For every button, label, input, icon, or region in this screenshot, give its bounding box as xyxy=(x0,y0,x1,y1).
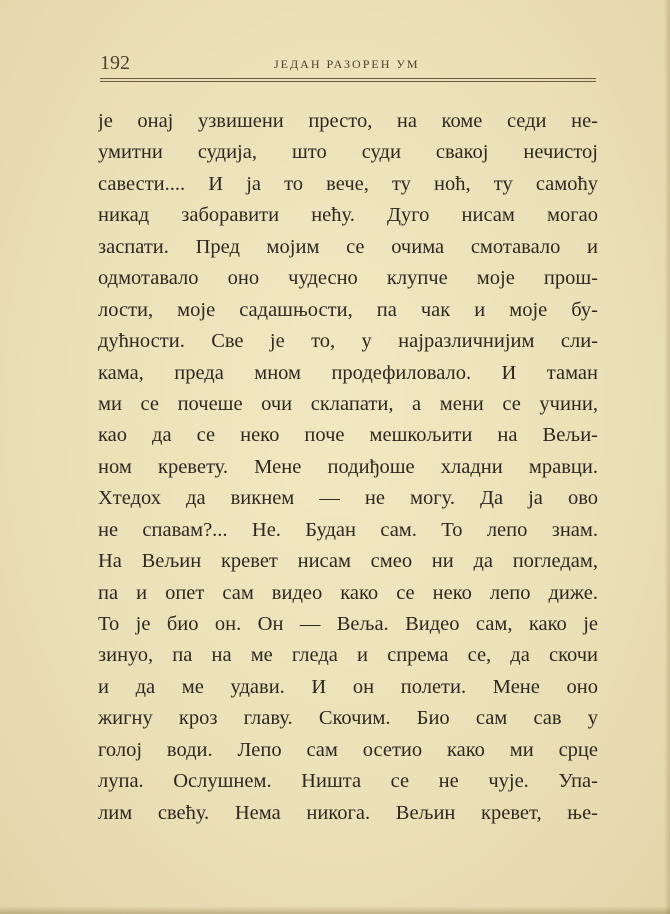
header-rule-top xyxy=(100,78,596,79)
page-header xyxy=(100,52,596,78)
text-line: никад заборавити нећу. Дуго нисам могао xyxy=(98,204,598,227)
text-line: лим свећу. Нема никога. Вељин кревет, ње- xyxy=(98,801,598,824)
header-rule-bottom xyxy=(100,81,596,82)
text-line: дућности. Све је то, у најразличнијим сли- xyxy=(98,330,598,353)
body-text xyxy=(98,106,598,829)
text-line: зинуо, па на ме гледа и спрема се, да скочи xyxy=(98,644,598,667)
text-line: ном кревету. Мене подиђоше хладни мравци. xyxy=(98,455,598,478)
running-head: ЈЕДАН РАЗОРЕН УМ xyxy=(274,57,420,71)
text-line: савести.... И ја то вече, ту ноћ, ту самоћу xyxy=(98,172,598,195)
text-line: па и опет сам видео како се неко лепо диже. xyxy=(98,581,598,604)
text-line: То је био он. Он — Веља. Видео сам, како је xyxy=(98,613,598,635)
text-line: На Вељин кревет нисам смео ни да погледам, xyxy=(98,550,598,573)
text-line: ми се почеше очи склапати, а мени се учини, xyxy=(98,392,598,415)
text-line: умитни судија, што суди свакој нечистој xyxy=(98,141,598,164)
page-number: 192 xyxy=(100,52,130,74)
text-line: одмотавало оно чудесно клупче моје прош- xyxy=(98,267,598,290)
text-line: жигну кроз главу. Скочим. Био сам сав у xyxy=(98,707,598,730)
page-edge-shadow xyxy=(664,0,670,914)
text-line: лупа. Ослушнем. Ништа се не чује. Упа- xyxy=(98,770,598,793)
text-line: лости, моје садашњости, па чак и моје бу- xyxy=(98,298,598,321)
text-line: је онај узвишени престо, на коме седи не- xyxy=(98,110,598,132)
text-line: заспати. Пред мојим се очима смотавало и xyxy=(98,235,598,258)
text-line: као да се неко поче мешкољити на Вељи- xyxy=(98,424,598,447)
text-line: Хтедох да викнем — не могу. Да ја ово xyxy=(98,487,598,510)
page-bottom-shadow xyxy=(0,906,670,914)
text-line: не спавам?... Не. Будан сам. То лепо знам. xyxy=(98,518,598,541)
text-line: кама, преда мном продефиловало. И таман xyxy=(98,361,598,384)
text-line: голој води. Лепо сам осетио како ми срце xyxy=(98,738,598,761)
text-line: и да ме удави. И он полети. Мене оно xyxy=(98,675,598,698)
